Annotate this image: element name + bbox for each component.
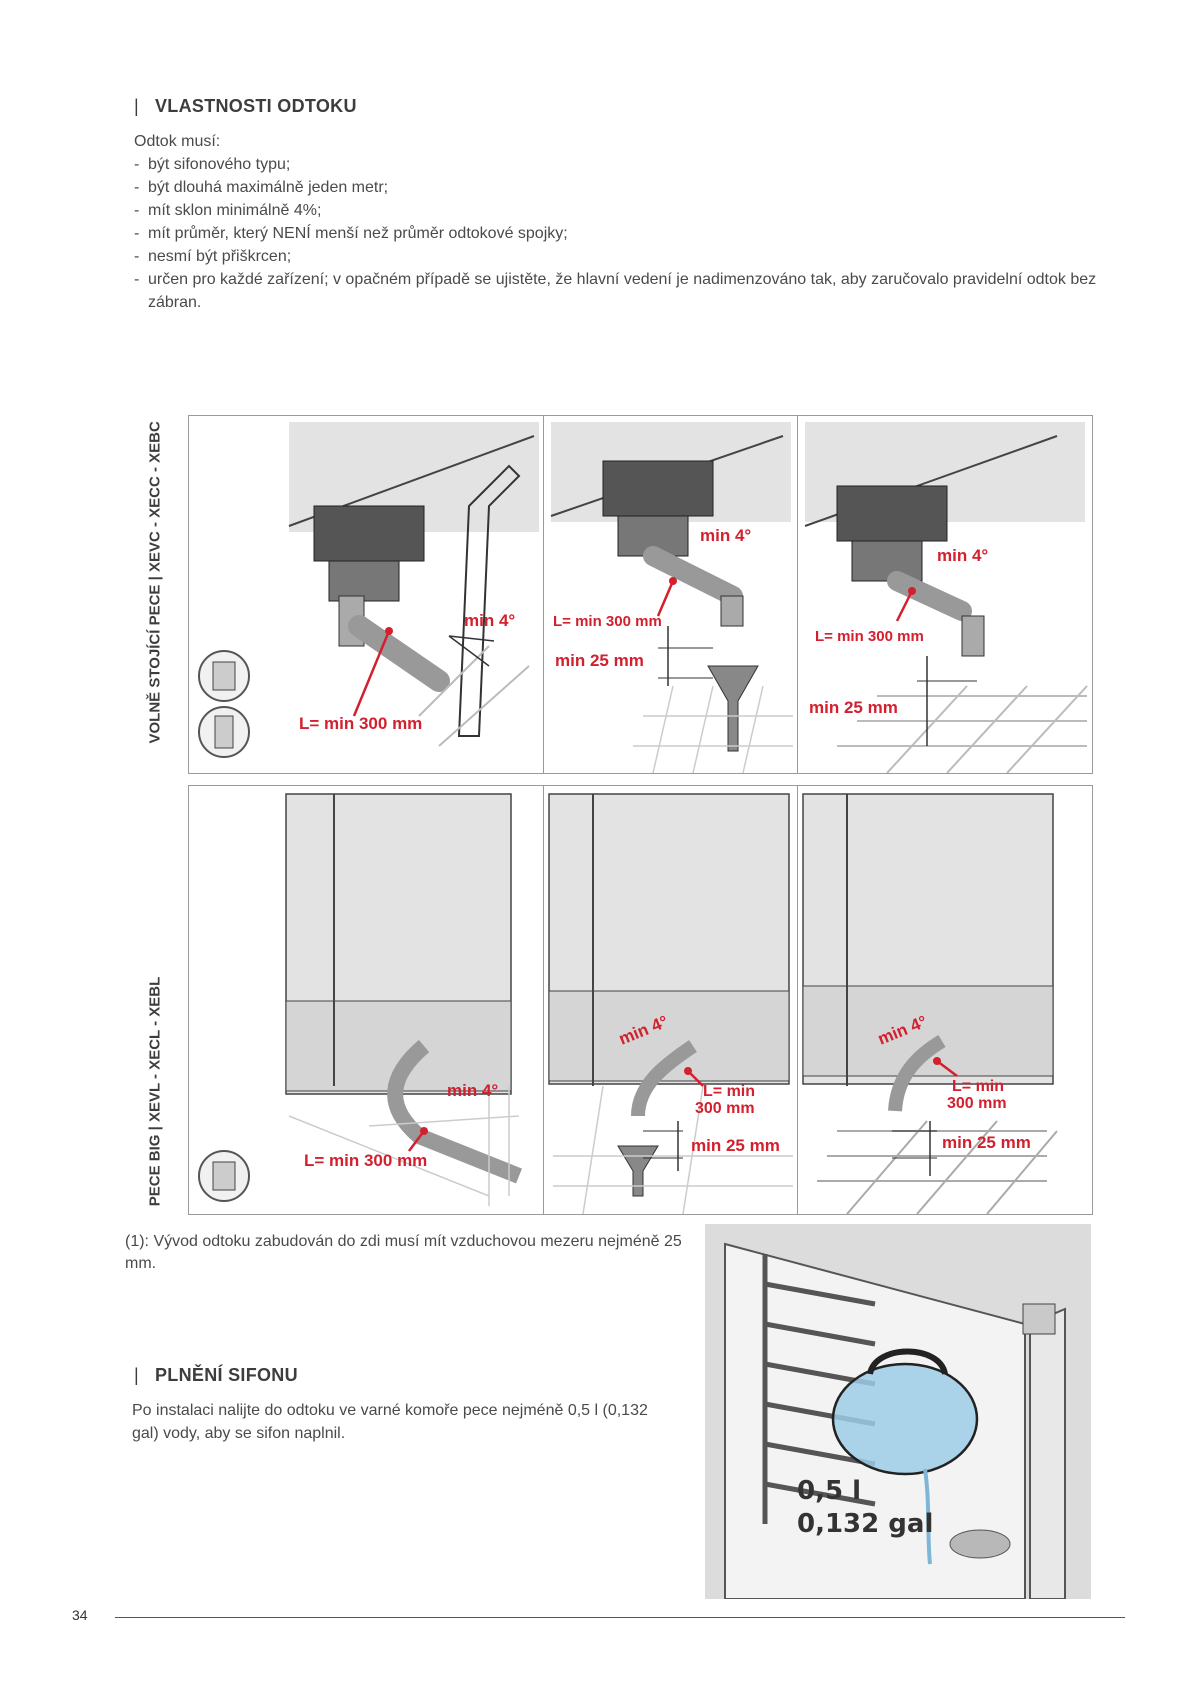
- footer-rule: [115, 1617, 1125, 1618]
- siphon-fill-illustration: [705, 1224, 1091, 1599]
- list-item: - být dlouhá maximálně jeden metr;: [134, 176, 1124, 199]
- footnote: (1): Vývod odtoku zabudován do zdi musí mít vzduchovou mezeru nejméně 25 mm.: [125, 1233, 682, 1272]
- big-cell1-angle-label: min 4°: [447, 1081, 499, 1100]
- list-item: - nesmí být přiškrcen;: [134, 245, 1124, 268]
- big-cell-wall: [189, 786, 544, 1214]
- cell2-gap-label: min 25 mm: [555, 651, 644, 670]
- big-cell3-length-line2: 300 mm: [947, 1095, 1007, 1112]
- big-cell-floor: [797, 786, 1092, 1214]
- big-cell1-length-label: L= min 300 mm: [304, 1151, 428, 1170]
- section-title-siphon: | PLNĚNÍ SIFONU: [134, 1365, 298, 1385]
- drain-grate-icon: [950, 1530, 1010, 1558]
- big-cell2-angle-label: min 4°: [616, 1011, 671, 1049]
- big-cell2-gap-label: min 25 mm: [691, 1136, 780, 1155]
- panel2-side-label: PECE BIG | XEVL - XECL - XEBL: [146, 976, 164, 1207]
- cell3-gap-label: min 25 mm: [809, 698, 898, 717]
- list-item: - mít průměr, který NENÍ menší než průměr odtokové spojky;: [134, 222, 1124, 245]
- cell3-angle-label: min 4°: [937, 546, 989, 565]
- water-jug-icon: [833, 1364, 977, 1474]
- cell2-angle-label: min 4°: [700, 526, 752, 545]
- section-title-drain: | VLASTNOSTI ODTOKU: [134, 96, 357, 116]
- big-cell2-length-line2: 300 mm: [695, 1100, 755, 1117]
- big-cell3-gap-label: min 25 mm: [942, 1133, 1031, 1152]
- big-floor-drawing: [797, 786, 1092, 1214]
- big-funnel-drawing: [543, 786, 797, 1214]
- section-title-siphon-text: PLNĚNÍ SIFONU: [154, 1365, 298, 1385]
- drain-requirements: [134, 130, 1124, 314]
- volume-liters: 0,5 l: [797, 1476, 862, 1506]
- big-cell3-angle-label: min 4°: [875, 1011, 930, 1049]
- volume-gallons: 0,132 gal: [797, 1509, 934, 1539]
- drain-requirements-list: [134, 153, 1124, 314]
- freestanding-wall-drawing: [189, 416, 543, 773]
- section-title-drain-text: VLASTNOSTI ODTOKU: [154, 96, 357, 116]
- freestanding-cell-funnel: [543, 416, 798, 773]
- drain-intro: Odtok musí:: [134, 133, 221, 150]
- cell1-angle-label: min 4°: [464, 611, 516, 630]
- freestanding-floor-drawing: [797, 416, 1092, 773]
- list-item: - mít sklon minimálně 4%;: [134, 199, 1124, 222]
- freestanding-drain-panel: [188, 415, 1093, 774]
- cell2-length-label: L= min 300 mm: [553, 613, 662, 630]
- cell1-length-label: L= min 300 mm: [299, 714, 423, 733]
- freestanding-funnel-drawing: [543, 416, 797, 773]
- siphon-instructions: Po instalaci nalijte do odtoku ve varné komoře pece nejméně 0,5 l (0,132 gal) vody, aby se sifon naplnil.: [132, 1402, 648, 1442]
- list-item: - určen pro každé zařízení; v opačném případě se ujistěte, že hlavní vedení je nadimenzováno tak, aby zaručovalo pravidelní odtok bez zábran.: [134, 268, 1124, 314]
- page-number: 34: [72, 1607, 88, 1623]
- big-cell-funnel: [543, 786, 798, 1214]
- big-oven-drain-panel: [188, 785, 1093, 1215]
- freestanding-cell-floor: [797, 416, 1092, 773]
- big-cell2-length-line1: L= min: [703, 1083, 756, 1100]
- cell3-length-label: L= min 300 mm: [815, 628, 924, 645]
- big-wall-drawing: [189, 786, 543, 1214]
- oven-chamber-drawing: [705, 1224, 1091, 1599]
- panel1-side-label: VOLNĚ STOJÍCÍ PECE | XEVC - XECC - XEBC: [146, 421, 164, 744]
- list-item: - být sifonového typu;: [134, 153, 1124, 176]
- big-cell3-length-line1: L= min: [952, 1078, 1005, 1095]
- freestanding-cell-wall: [189, 416, 544, 773]
